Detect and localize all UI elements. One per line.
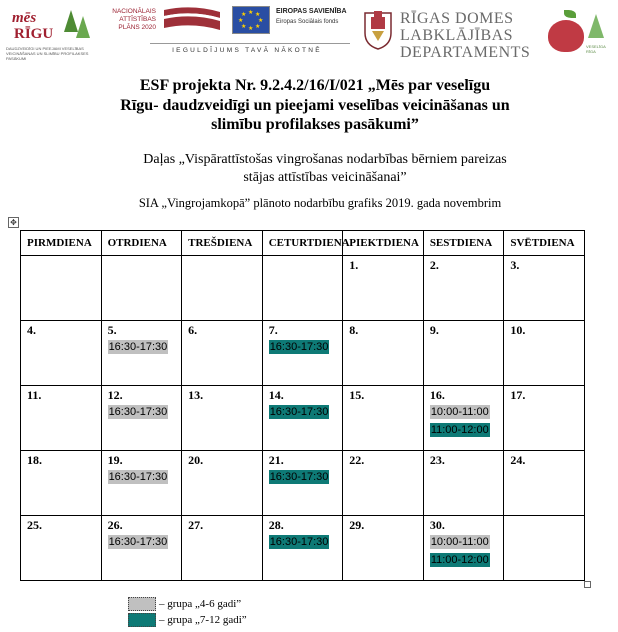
legend-swatch-gray — [128, 597, 156, 611]
session-slot-group-7-12: 11:00-12:00 — [430, 424, 489, 436]
session-slot-group-7-12: 16:30-17:30 — [269, 341, 329, 353]
weekday-header: PIRMDIENA — [21, 231, 102, 256]
day-number — [108, 256, 182, 258]
day-number: 10. — [510, 323, 526, 337]
calendar-day-cell — [182, 516, 263, 581]
nap-2020-logo: NACIONĀLAIS ATTĪSTĪBAS PLĀNS 2020 — [112, 8, 156, 31]
veseliga-riga-logo — [534, 6, 612, 62]
calendar-day-cell — [182, 256, 263, 321]
day-number — [510, 516, 584, 518]
day-number: 17. — [510, 388, 526, 402]
calendar-day-cell — [101, 451, 182, 516]
calendar-day-cell — [343, 386, 424, 451]
calendar-week-row — [21, 256, 585, 321]
calendar-day-cell — [504, 516, 585, 581]
calendar-day-cell — [101, 386, 182, 451]
department-logo-text — [400, 10, 540, 61]
mes-logo-riga: RĪGU — [14, 26, 54, 42]
weekday-header: OTRDIENA — [101, 231, 182, 256]
calendar-day-cell — [21, 321, 102, 386]
day-number: 18. — [27, 453, 42, 467]
riga-crest-icon — [362, 7, 394, 51]
day-number — [27, 256, 101, 258]
calendar-day-cell — [262, 321, 343, 386]
day-number: 5. — [107, 323, 117, 337]
calendar-day-cell — [504, 451, 585, 516]
tagline: IEGULDĪJUMS TAVĀ NĀKOTNĒ — [172, 47, 322, 54]
session-slot-group-7-12: 16:30-17:30 — [269, 536, 329, 548]
apple-icon — [548, 20, 584, 52]
legend-label-group-7-12: – grupa „7-12 gadi” — [159, 614, 247, 626]
day-number: 9. — [429, 323, 439, 337]
document-title — [80, 76, 550, 135]
calendar-week-row — [21, 516, 585, 581]
legend — [128, 596, 247, 628]
day-number: 29. — [349, 518, 365, 532]
calendar-day-cell — [262, 451, 343, 516]
calendar-day-cell — [423, 256, 504, 321]
calendar-day-cell — [343, 321, 424, 386]
session-slot-group-4-6: 16:30-17:30 — [108, 471, 168, 483]
day-number: 8. — [349, 323, 359, 337]
day-number: 26. — [107, 518, 123, 532]
apple-caption: VESELĪGA RĪGA — [586, 44, 606, 54]
tree-icon — [76, 16, 90, 38]
day-number: 3. — [510, 258, 520, 272]
calendar-week-row — [21, 451, 585, 516]
calendar-day-cell — [21, 386, 102, 451]
document-subtitle — [110, 151, 540, 187]
calendar-day-cell — [343, 451, 424, 516]
title-line-3: slimību profilakses pasākumi” — [211, 116, 419, 133]
calendar-day-cell — [182, 451, 263, 516]
day-number: 1. — [349, 258, 359, 272]
eu-subtitle: Eiropas Sociālais fonds — [276, 19, 339, 25]
session-slot-group-7-12: 16:30-17:30 — [269, 471, 329, 483]
dept-line-1: RĪGAS DOMES — [400, 10, 514, 27]
day-number: 30. — [429, 518, 445, 532]
calendar-day-cell — [182, 386, 263, 451]
dept-line-3: DEPARTAMENTS — [400, 44, 531, 61]
legend-item-group-7-12 — [128, 612, 247, 628]
weekday-header: SESTDIENA — [423, 231, 504, 256]
day-number — [188, 256, 262, 258]
legend-label-group-4-6: – grupa „4-6 gadi” — [159, 598, 242, 610]
subtitle-line-1: Daļas „Vispārattīstošas vingrošanas nodarbības bērniem pareizas — [143, 152, 507, 167]
leaf-icon — [564, 10, 576, 18]
calendar-day-cell — [343, 516, 424, 581]
day-number — [269, 256, 343, 258]
calendar-day-cell — [504, 256, 585, 321]
calendar-week-row — [21, 386, 585, 451]
session-slot-group-4-6: 16:30-17:30 — [108, 341, 168, 353]
mes-par-rigu-logo — [2, 4, 92, 60]
calendar-day-cell — [423, 451, 504, 516]
calendar-day-cell — [182, 321, 263, 386]
session-slot-group-7-12: 11:00-12:00 — [430, 554, 489, 566]
day-number: 16. — [429, 388, 445, 402]
tree-icon — [588, 14, 604, 38]
resize-handle-icon[interactable] — [584, 581, 591, 588]
day-number: 22. — [349, 453, 365, 467]
day-number: 24. — [510, 453, 526, 467]
day-number: 28. — [268, 518, 284, 532]
calendar-day-cell — [262, 256, 343, 321]
weekday-header: PIEKTDIENA — [343, 231, 424, 256]
day-number: 19. — [107, 453, 123, 467]
mes-logo-caption: DAUDZVEIDĪGI UN PIEEJAMI VESELĪBAS VEICINĀŠANAS UN SLIMĪBU PROFILAKSES PASĀKUMI — [6, 46, 89, 61]
subtitle-line-2: stājas attīstības veicināšanai” — [243, 170, 407, 185]
calendar-day-cell — [504, 321, 585, 386]
legend-item-group-4-6 — [128, 596, 247, 612]
day-number: 14. — [268, 388, 284, 402]
calendar-day-cell — [423, 386, 504, 451]
day-number: 11. — [27, 388, 42, 402]
session-slot-group-4-6: 16:30-17:30 — [108, 536, 168, 548]
day-number: 13. — [188, 388, 204, 402]
calendar-day-cell — [101, 516, 182, 581]
session-slot-group-4-6: 10:00-11:00 — [430, 536, 489, 548]
schedule-calendar-table — [20, 230, 585, 581]
calendar-day-cell — [423, 516, 504, 581]
weekday-header: TREŠDIENA — [182, 231, 263, 256]
day-number: 20. — [188, 453, 204, 467]
day-number: 23. — [429, 453, 445, 467]
session-slot-group-7-12: 16:30-17:30 — [269, 406, 329, 418]
calendar-day-cell — [101, 321, 182, 386]
dept-line-2: LABKLĀJĪBAS — [400, 27, 514, 44]
weekday-header: CETURTDIENA — [262, 231, 343, 256]
session-slot-group-4-6: 16:30-17:30 — [108, 406, 168, 418]
calendar-day-cell — [21, 451, 102, 516]
day-number: 7. — [268, 323, 278, 337]
legend-swatch-teal — [128, 613, 156, 627]
day-number: 15. — [349, 388, 365, 402]
calendar-day-cell — [101, 256, 182, 321]
calendar-day-cell — [504, 386, 585, 451]
calendar-day-cell — [423, 321, 504, 386]
calendar-day-cell — [343, 256, 424, 321]
eu-title: EIROPAS SAVIENĪBA — [276, 8, 347, 15]
calendar-day-cell — [262, 386, 343, 451]
day-number: 6. — [188, 323, 198, 337]
move-handle-icon[interactable]: ✥ — [8, 217, 19, 228]
day-number: 25. — [27, 518, 42, 532]
weekday-header: SVĒTDIENA — [504, 231, 585, 256]
mes-logo-word: mēs — [12, 10, 37, 26]
day-number: 12. — [107, 388, 123, 402]
weekday-header-row — [21, 231, 585, 256]
day-number: 2. — [429, 258, 439, 272]
eu-flag-icon: ★ ★ ★ ★ ★ ★ ★ ★ — [232, 6, 270, 34]
calendar-day-cell — [21, 256, 102, 321]
day-number: 27. — [188, 518, 204, 532]
day-number: 4. — [27, 323, 36, 337]
eu-logo — [232, 6, 350, 36]
title-line-2: Rīgu- daudzveidīgi un pieejami veselības veicināšanas un — [120, 96, 510, 114]
day-number: 21. — [268, 453, 284, 467]
calendar-day-cell — [262, 516, 343, 581]
latvia-flag-icon — [162, 6, 222, 36]
calendar-week-row — [21, 321, 585, 386]
session-slot-group-4-6: 10:00-11:00 — [430, 406, 489, 418]
tagline-divider — [150, 43, 350, 44]
schedule-heading: SIA „Vingrojamkopā” plānoto nodarbību grafiks 2019. gada novembrim — [138, 196, 502, 210]
calendar-day-cell — [21, 516, 102, 581]
title-line-1: ESF projekta Nr. 9.2.4.2/16/I/021 „Mēs par veselīgu — [139, 77, 491, 94]
